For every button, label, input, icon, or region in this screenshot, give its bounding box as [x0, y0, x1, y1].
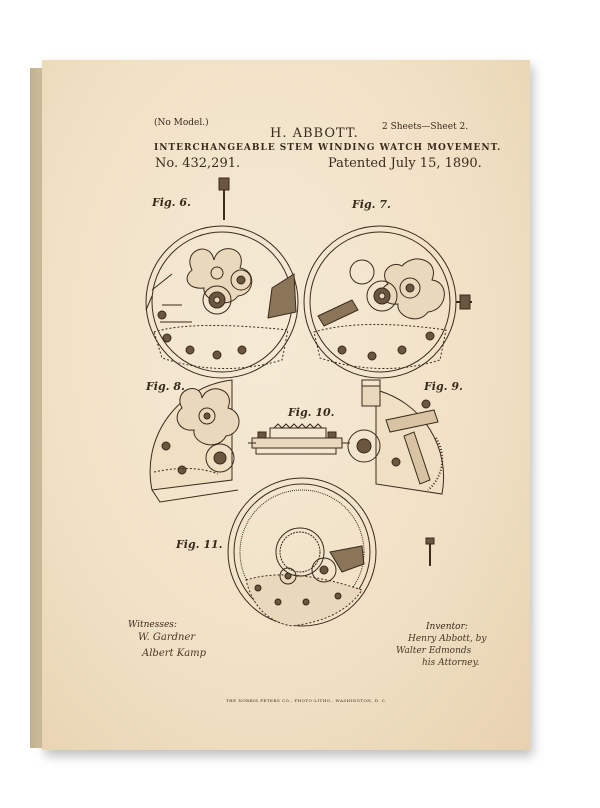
witness-signature-2: Albert Kamp: [142, 648, 207, 659]
witness-signature-1: W. Gardner: [138, 632, 196, 643]
fig7-drawing: [304, 226, 472, 378]
patent-date: Patented July 15, 1890.: [328, 156, 482, 171]
inventor-signature-3: his Attorney.: [422, 658, 480, 668]
fig6-label: Fig. 6.: [152, 196, 191, 209]
fig11-label: Fig. 11.: [176, 538, 223, 551]
fig10-label: Fig. 10.: [288, 406, 335, 419]
fig6-drawing: [146, 178, 298, 378]
canvas-print: [42, 60, 530, 750]
fig11-drawing: [228, 478, 434, 626]
patent-title: INTERCHANGEABLE STEM WINDING WATCH MOVEMENT.: [154, 143, 502, 153]
inventor-label: Inventor:: [426, 622, 468, 632]
patent-number: No. 432,291.: [155, 156, 241, 171]
fig10-drawing: [248, 424, 350, 454]
fig9-drawing: [348, 380, 444, 494]
sheets-label: 2 Sheets—Sheet 2.: [382, 122, 469, 132]
fig9-label: Fig. 9.: [424, 380, 463, 393]
fig7-label: Fig. 7.: [352, 198, 391, 211]
inventor-heading: H. ABBOTT.: [270, 126, 359, 141]
printer-imprint: THE NORRIS PETERS CO., PHOTO-LITHO., WASHINGTON, D. C.: [226, 698, 387, 703]
fig8-drawing: [150, 380, 239, 502]
witnesses-label: Witnesses:: [128, 620, 177, 630]
no-model-label: (No Model.): [154, 118, 209, 128]
inventor-signature-1: Henry Abbott, by: [408, 634, 487, 644]
fig8-label: Fig. 8.: [146, 380, 185, 393]
inventor-signature-2: Walter Edmonds: [396, 646, 472, 656]
